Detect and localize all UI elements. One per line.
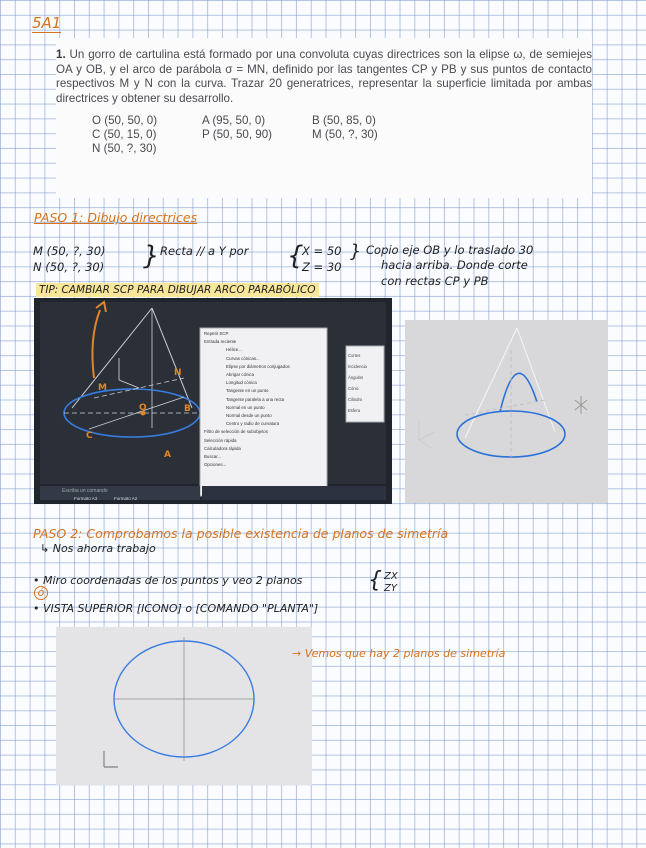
problem-number: 1. (56, 48, 66, 61)
submenu-item[interactable]: Ángulos (348, 375, 364, 380)
menu-item[interactable]: Longitud cónica (226, 380, 257, 386)
layout-tab-a3[interactable]: Formato A3 (74, 496, 98, 501)
menu-item[interactable]: Buscar... (204, 454, 222, 460)
submenu-item[interactable]: Cónic (348, 386, 359, 391)
submenu-item[interactable]: Cortes (348, 353, 361, 358)
menu-item[interactable]: Centro y radio de curvatura (226, 421, 280, 427)
recta-label: Recta // a Y por (160, 244, 249, 258)
menu-item[interactable]: Entrada reciente (204, 339, 237, 345)
problem-body: Un gorro de cartulina está formado por una convoluta cuyas directrices son la elipse ω, de semiejes OA y OB, y el arco de parábola σ = MN, definido por las tangentes CP y PB y sus puntos de contacto respectivos M y N con la curva. Trazar 20 generatrices, representar la superficie limitada por ambas directrices y obtener su desarrollo. (56, 48, 592, 105)
top-view-screenshot (56, 627, 312, 785)
submenu-item[interactable]: Esfera (348, 408, 361, 413)
point-a: A (95, 50, 0) (202, 114, 266, 128)
eq-x: X = 50 (302, 244, 342, 258)
menu-item[interactable]: Curvas cónicas... (226, 355, 260, 361)
autocad-screenshot (34, 298, 392, 504)
menu-item[interactable]: Elipse por diámetros conjugados (226, 363, 290, 369)
menu-item[interactable]: Repetir SCP (204, 331, 229, 336)
brace-close: } (350, 241, 362, 262)
symmetry-result: → Vemos que hay 2 planos de simetría (292, 647, 506, 660)
plane-zx: ZX (384, 571, 398, 582)
submenu-item[interactable]: Incidencia (348, 364, 367, 369)
menu-item[interactable]: Calculadora rápida (204, 445, 241, 451)
planes-list (384, 571, 398, 595)
point-p: P (50, 50, 90) (202, 128, 273, 142)
menu-item[interactable]: Opciones... (204, 462, 227, 468)
point-n: N (50, ?, 30) (92, 142, 157, 156)
cone-drawing (405, 320, 608, 503)
n-coord: N (50, ?, 30) (33, 260, 105, 274)
bullet-view: • VISTA SUPERIOR [ICONO] o [COMANDO "PLANTA"] (33, 602, 319, 615)
or-marker: ó (34, 586, 48, 600)
top-view-drawing (56, 627, 312, 785)
step1-title: PASO 1: Dibujo directrices (34, 210, 198, 225)
menu-item[interactable]: Normal en un punto (226, 404, 265, 410)
point-list (92, 114, 592, 156)
bullet-coords: • Miro coordenadas de los puntos y veo 2 planos (33, 574, 303, 587)
layout-tab-a2[interactable]: Formato A2 (114, 496, 138, 501)
note-line1: Copio eje OB y lo traslado 30 (366, 243, 534, 257)
problem-text (56, 48, 592, 106)
page-number: 5A1 (32, 14, 62, 32)
label-o: O (139, 403, 147, 413)
eq-z: Z = 30 (302, 260, 342, 274)
planes-brace: { (368, 568, 382, 593)
note-line2: hacia arriba. Donde corte (381, 258, 528, 272)
brace-right: } (143, 241, 160, 271)
label-a: A (164, 450, 171, 460)
menu-item[interactable]: Hélice... (226, 347, 242, 353)
submenu-item[interactable]: Cilindro (348, 397, 363, 402)
label-m: M (98, 383, 107, 393)
menu-item[interactable]: Selección rápida (204, 437, 237, 443)
step2-sub: ↳ Nos ahorra trabajo (40, 542, 156, 555)
point-b: B (50, 85, 0) (312, 114, 376, 128)
label-b: B (184, 404, 191, 414)
menu-item[interactable]: Tangente paralela a una recta (226, 396, 285, 402)
tip-highlight: TIP: CAMBIAR SCP PARA DIBUJAR ARCO PARABÓLICO (36, 283, 319, 297)
point-c: C (50, 15, 0) (92, 128, 157, 142)
step2-title: PASO 2: Comprobamos la posible existencia de planos de simetría (33, 526, 449, 541)
point-o: O (50, 50, 0) (92, 114, 158, 128)
submenu (348, 350, 384, 416)
command-line[interactable]: Escriba un comando (62, 488, 108, 494)
point-m: M (50, ?, 30) (312, 128, 378, 142)
cone-parabola-screenshot (405, 320, 608, 503)
note-line3: con rectas CP y PB (381, 274, 489, 288)
label-c: C (86, 431, 93, 441)
label-n: N (174, 368, 182, 378)
menu-item[interactable]: Normal desde un punto (226, 413, 272, 419)
m-coord: M (50, ?, 30) (33, 244, 106, 258)
brace-left: { (287, 241, 304, 271)
plane-zy: ZY (384, 583, 397, 594)
bullet-view-text: VISTA SUPERIOR [ICONO] o [COMANDO "PLANTA"] (43, 602, 319, 615)
menu-item[interactable]: Tangente en un punto (226, 388, 269, 394)
problem-statement (56, 38, 592, 198)
menu-item[interactable]: Abrigar cónica (226, 372, 255, 378)
menu-item[interactable]: Filtro de selección de subobjetos (204, 429, 268, 435)
context-menu (204, 330, 328, 469)
bullet-coords-text: Miro coordenadas de los puntos y veo 2 planos (43, 574, 303, 587)
